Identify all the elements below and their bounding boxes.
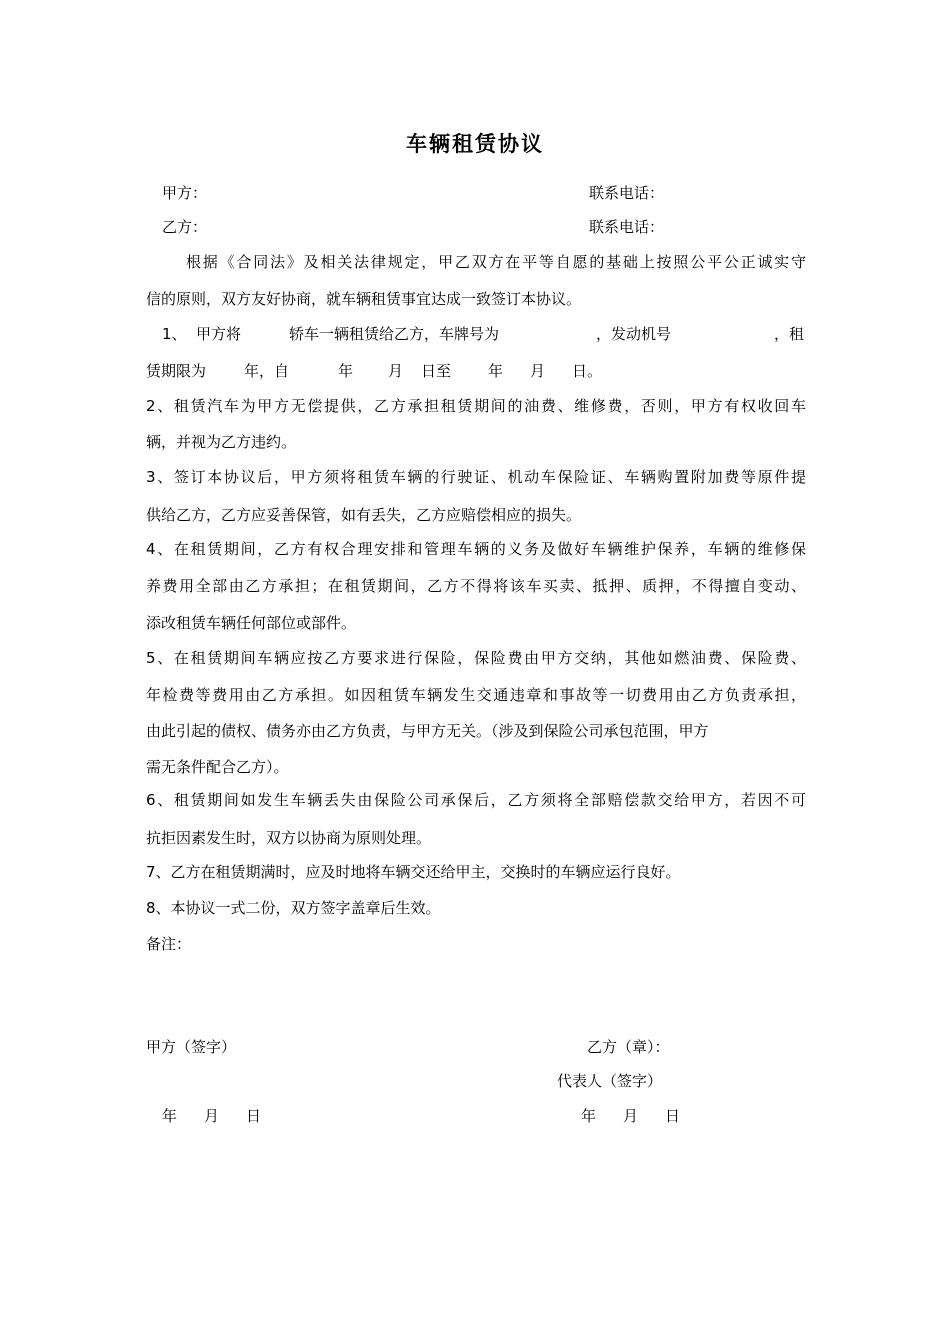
clause1-line2-text-3: 年: [338, 362, 354, 380]
party-a-label: 甲方：: [162, 184, 208, 202]
clause-line: 养费用全部由乙方承担；在租赁期间，乙方不得将该车买卖、抵押、质押，不得擅自变动、: [146, 577, 806, 595]
clause-line: 3、签订本协议后，甲方须将租赁车辆的行驶证、机动车保险证、车辆购置附加费等原件提: [146, 468, 806, 486]
clause1-line2-text-1: 赁期限为: [146, 362, 207, 380]
date-left-year: 年: [162, 1107, 178, 1125]
party-b-label: 乙方：: [162, 218, 208, 236]
clause-line: 5、在租赁期间车辆应按乙方要求进行保险，保险费由甲方交纳，其他如燃油费、保险费、: [146, 649, 806, 667]
intro-line-2: 信的原则，双方友好协商，就车辆租赁事宜达成一致签订本协议。: [146, 290, 582, 308]
remarks-label: 备注：: [146, 935, 192, 953]
clause-line: 2、租赁汽车为甲方无偿提供，乙方承担租赁期间的油费、维修费，否则，甲方有权收回车: [146, 397, 806, 415]
clause-line: 需无条件配合乙方）。: [146, 758, 289, 776]
clause1-part-c: ，发动机号: [596, 325, 672, 343]
clause1-line2-text-5: 日至: [421, 362, 452, 380]
clause-line: 供给乙方，乙方应妥善保管，如有丢失，乙方应赔偿相应的损失。: [146, 506, 582, 524]
date-right-year: 年: [581, 1107, 597, 1125]
clause1-line2-text-7: 月: [530, 362, 546, 380]
clause1-number: 1、: [162, 325, 187, 343]
document-title: 车辆租赁协议: [406, 132, 544, 156]
clause1-part-b: 轿车一辆租赁给乙方，车牌号为: [289, 325, 500, 343]
date-left-day: 日: [246, 1107, 262, 1125]
clause1-part-a: 甲方将: [196, 325, 242, 343]
date-left-month: 月: [204, 1107, 220, 1125]
clause-line: 由此引起的债权、债务亦由乙方负责，与甲方无关。（涉及到保险公司承包范围，甲方: [146, 722, 709, 740]
clause-line: 6、租赁期间如发生车辆丢失由保险公司承保后，乙方须将全部赔偿款交给甲方，若因不可: [146, 791, 806, 809]
date-right-month: 月: [623, 1107, 639, 1125]
clause-line: 年检费等费用由乙方承担。如因租赁车辆发生交通违章和事故等一切费用由乙方负责承担，: [146, 686, 806, 704]
clause1-part-d: ，租: [774, 325, 805, 343]
clause-line: 辆，并视为乙方违约。: [146, 433, 297, 451]
clause-line: 8、本协议一式二份，双方签字盖章后生效。: [146, 899, 441, 917]
party-a-signature-label: 甲方（签字）: [146, 1038, 237, 1056]
party-b-phone-label: 联系电话：: [589, 218, 665, 236]
clause-line: 4、在租赁期间，乙方有权合理安排和管理车辆的义务及做好车辆维护保养，车辆的维修保: [146, 540, 806, 558]
clause1-line2-text-8: 日。: [572, 362, 603, 380]
date-right-day: 日: [665, 1107, 681, 1125]
clause-line: 抗拒因素发生时，双方以协商为原则处理。: [146, 829, 432, 847]
clause1-line2-text-2: 年，自: [244, 362, 290, 380]
party-b-seal-label: 乙方（章）：: [587, 1038, 670, 1056]
clause1-line2-text-4: 月: [388, 362, 404, 380]
representative-signature-label: 代表人（签字）: [557, 1072, 663, 1090]
intro-line-1: 根据《合同法》及相关法律规定，甲乙双方在平等自愿的基础上按照公平公正诚实守: [186, 253, 806, 271]
clause-line: 添改租赁车辆任何部位或部件。: [146, 614, 357, 632]
clause-line: 7、乙方在租赁期满时，应及时地将车辆交还给甲主，交换时的车辆应运行良好。: [146, 863, 681, 881]
party-a-phone-label: 联系电话：: [589, 184, 665, 202]
clause1-line2-text-6: 年: [488, 362, 504, 380]
